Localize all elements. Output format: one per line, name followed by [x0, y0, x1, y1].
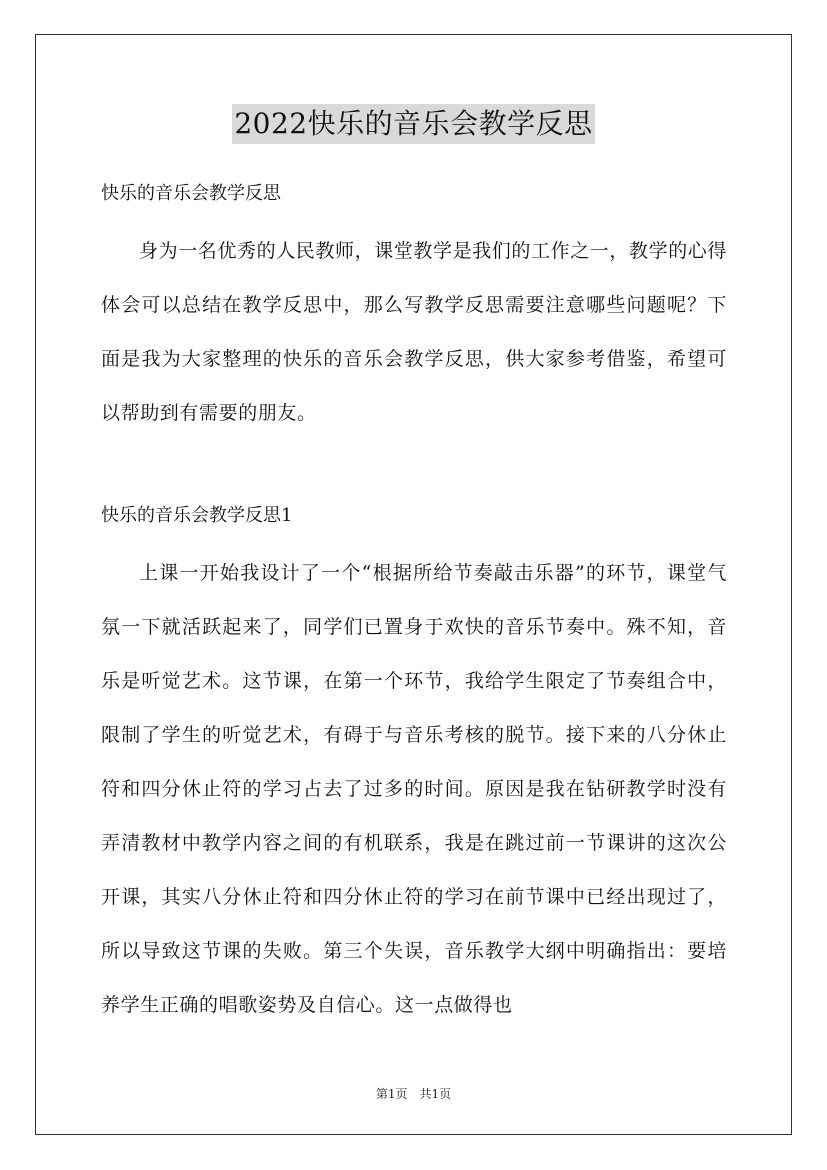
section1-heading: 快乐的音乐会教学反思1: [101, 505, 293, 526]
intro-paragraph: 身为一名优秀的人民教师，课堂教学是我们的工作之一，教学的心得体会可以总结在教学反思中，那么写教学反思需要注意哪些问题呢？下面是我为大家整理的快乐的音乐会教学反思，供大家参考借鉴，希望可以帮助到有需要的朋友。: [101, 240, 728, 424]
spacer: [101, 440, 727, 500]
title-container: [0, 104, 827, 144]
document-title: 2022快乐的音乐会教学反思: [232, 104, 594, 144]
document-body: [101, 178, 727, 1032]
spacer: [101, 210, 727, 224]
spacer: [101, 532, 727, 546]
page-footer: 第1页 共1页: [375, 1087, 452, 1101]
section1-paragraph: 上课一开始我设计了一个“根据所给节奏敲击乐器”的环节，课堂气氛一下就活跃起来了，同学们已置身于欢快的音乐节奏中。殊不知，音乐是听觉艺术。这节课，在第一个环节，我给学生限定了节奏组合中，限制了学生的听觉艺术，有碍于与音乐考核的脱节。接下来的八分休止符和四分休止符的学习占去了过多的时间。原因是我在钻研教学时没有弄清教材中教学内容之间的有机联系，我是在跳过前一节课讲的这次公开课，其实八分休止符和四分休止符的学习在前节课中已经出现过了，所以导致这节课的失败。第三个失误，音乐教学大纲中明确指出：要培养学生正确的唱歌姿势及自信心。这一点做得也: [101, 562, 727, 1016]
intro-heading: 快乐的音乐会教学反思: [101, 183, 281, 204]
